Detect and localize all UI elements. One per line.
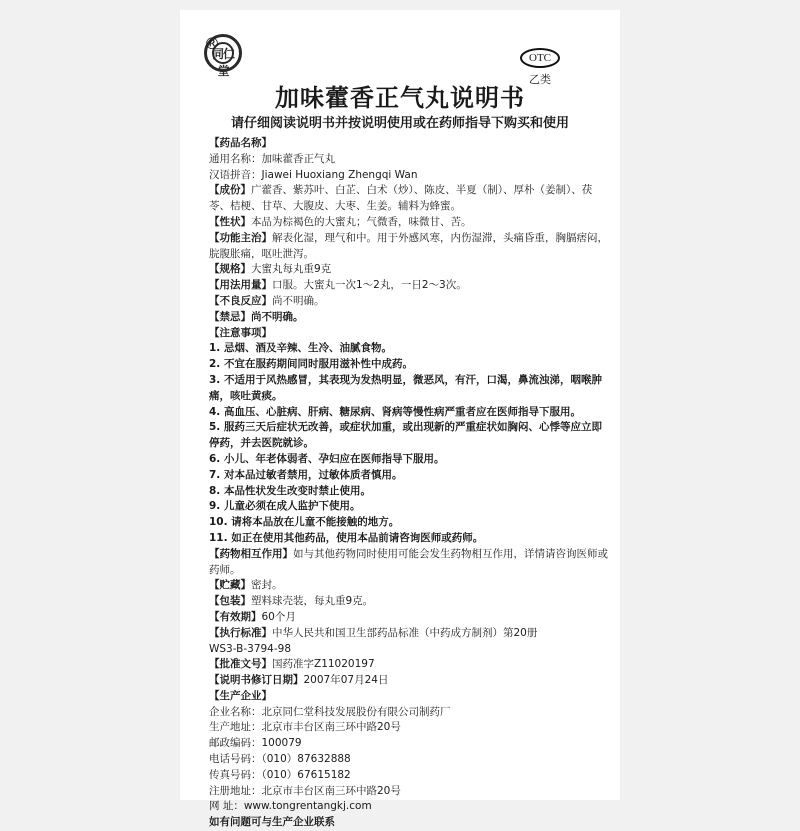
section-head-interaction: 【药物相互作用】 <box>209 547 293 560</box>
pinyin-name: 汉语拼音：Jiawei Huoxiang Zhengqi Wan <box>209 168 418 181</box>
section-head-precautions: 【注意事项】 <box>209 326 272 339</box>
ingredients-text: 广藿香、紫苏叶、白芷、白术（炒）、陈皮、半夏（制）、厚朴（姜制）、茯苓、桔梗、甘草、大腹皮、大枣、生姜。辅料为蜂蜜。 <box>209 184 593 213</box>
document-subtitle: 请仔细阅读说明书并按说明使用或在药师指导下购买和使用 <box>230 116 569 131</box>
section-head-validity: 【有效期】 <box>209 610 262 623</box>
section-head-adverse: 【不良反应】 <box>209 294 272 307</box>
character-text: 本品为棕褐色的大蜜丸；气微香，味微甘、苦。 <box>251 215 472 228</box>
section-head-ingredients: 【成份】 <box>209 184 251 197</box>
section-head-indication: 【功能主治】 <box>209 231 272 244</box>
otc-class-label: 乙类 <box>529 73 551 86</box>
precautions-list <box>209 341 609 546</box>
precaution-item: 8. 本品性状发生改变时禁止使用。 <box>209 484 371 497</box>
leaflet-body <box>209 136 609 831</box>
section-head-contra: 【禁忌】 <box>209 310 251 323</box>
fax-number: 传真号码：（010）67615182 <box>209 768 351 781</box>
otc-badge: OTC <box>520 48 560 68</box>
approval-text: 国药准字Z11020197 <box>272 658 375 671</box>
phone-number: 电话号码：（010）87632888 <box>209 753 351 766</box>
usage-text: 口服。大蜜丸一次1～2丸，一日2～3次。 <box>272 279 467 292</box>
generic-name: 通用名称：加味藿香正气丸 <box>209 152 335 165</box>
maker-address: 生产地址：北京市丰台区南三环中路20号 <box>209 721 401 734</box>
section-head-approval: 【批准文号】 <box>209 658 272 671</box>
section-head-spec: 【规格】 <box>209 263 251 276</box>
adverse-text: 尚不明确。 <box>272 294 325 307</box>
precaution-item: 10. 请将本品放在儿童不能接触的地方。 <box>209 516 400 529</box>
section-head-character: 【性状】 <box>209 215 251 228</box>
standard-code: WS3-B-3794-98 <box>209 642 292 655</box>
maker-name: 企业名称：北京同仁堂科技发展股份有限公司制药厂 <box>209 705 451 718</box>
section-head-maker: 【生产企业】 <box>209 689 272 702</box>
storage-text: 密封。 <box>251 579 283 592</box>
precaution-item: 4. 高血压、心脏病、肝病、糖尿病、肾病等慢性病严重者应在医师指导下服用。 <box>209 405 581 418</box>
section-head-revised: 【说明书修订日期】 <box>209 674 304 687</box>
interaction-text: 如与其他药物同时使用可能会发生药物相互作用，详情请咨询医师或药师。 <box>209 547 608 576</box>
precaution-item: 5. 服药三天后症状无改善，或症状加重，或出现新的严重症状如胸闷、心悸等应立即停药，并去医院就诊。 <box>209 421 602 450</box>
precaution-item: 9. 儿童必须在成人监护下使用。 <box>209 500 361 513</box>
indication-text: 解表化湿，理气和中。用于外感风寒，内伤湿滞，头痛昏重，胸膈痞闷，脘腹胀痛，呕吐泄泻。 <box>209 231 608 260</box>
document-title: 加味藿香正气丸说明书 <box>275 84 525 112</box>
spec-text: 大蜜丸每丸重9克 <box>251 263 332 276</box>
registered-address: 注册地址：北京市丰台区南三环中路20号 <box>209 784 401 797</box>
logo-lettering: 同仁堂 <box>211 47 234 78</box>
validity-text: 60个月 <box>261 610 296 623</box>
website: 网 址：www.tongrentangkj.com <box>209 800 372 813</box>
standard-text: 中华人民共和国卫生部药品标准（中药成方制剂）第20册 <box>272 626 538 639</box>
precaution-item: 3. 不适用于风热感冒，其表现为发热明显，微恶风，有汗，口渴，鼻流浊涕，咽喉肿痛，咳吐黄痰。 <box>209 373 602 402</box>
precaution-item: 11. 如正在使用其他药品，使用本品前请咨询医师或药师。 <box>209 531 484 544</box>
package-text: 塑料球壳装，每丸重9克。 <box>251 595 374 608</box>
precaution-item: 7. 对本品过敏者禁用，过敏体质者慎用。 <box>209 468 403 481</box>
precaution-item: 1. 忌烟、酒及辛辣、生冷、油腻食物。 <box>209 342 392 355</box>
contact-note: 如有问题可与生产企业联系 <box>209 816 335 829</box>
precaution-item: 2. 不宜在服药期间同时服用滋补性中成药。 <box>209 358 413 371</box>
registered-mark-icon: ® <box>204 34 220 53</box>
precaution-item: 6. 小儿、年老体弱者、孕妇应在医师指导下服用。 <box>209 452 445 465</box>
section-head-usage: 【用法用量】 <box>209 279 272 292</box>
contra-text: 尚不明确。 <box>251 310 304 323</box>
section-head-name: 【药品名称】 <box>209 137 272 149</box>
section-head-standard: 【执行标准】 <box>209 626 272 639</box>
section-head-storage: 【贮藏】 <box>209 579 251 592</box>
postcode: 邮政编码：100079 <box>209 737 302 750</box>
revised-text: 2007年07月24日 <box>303 674 389 687</box>
section-head-package: 【包装】 <box>209 595 251 608</box>
